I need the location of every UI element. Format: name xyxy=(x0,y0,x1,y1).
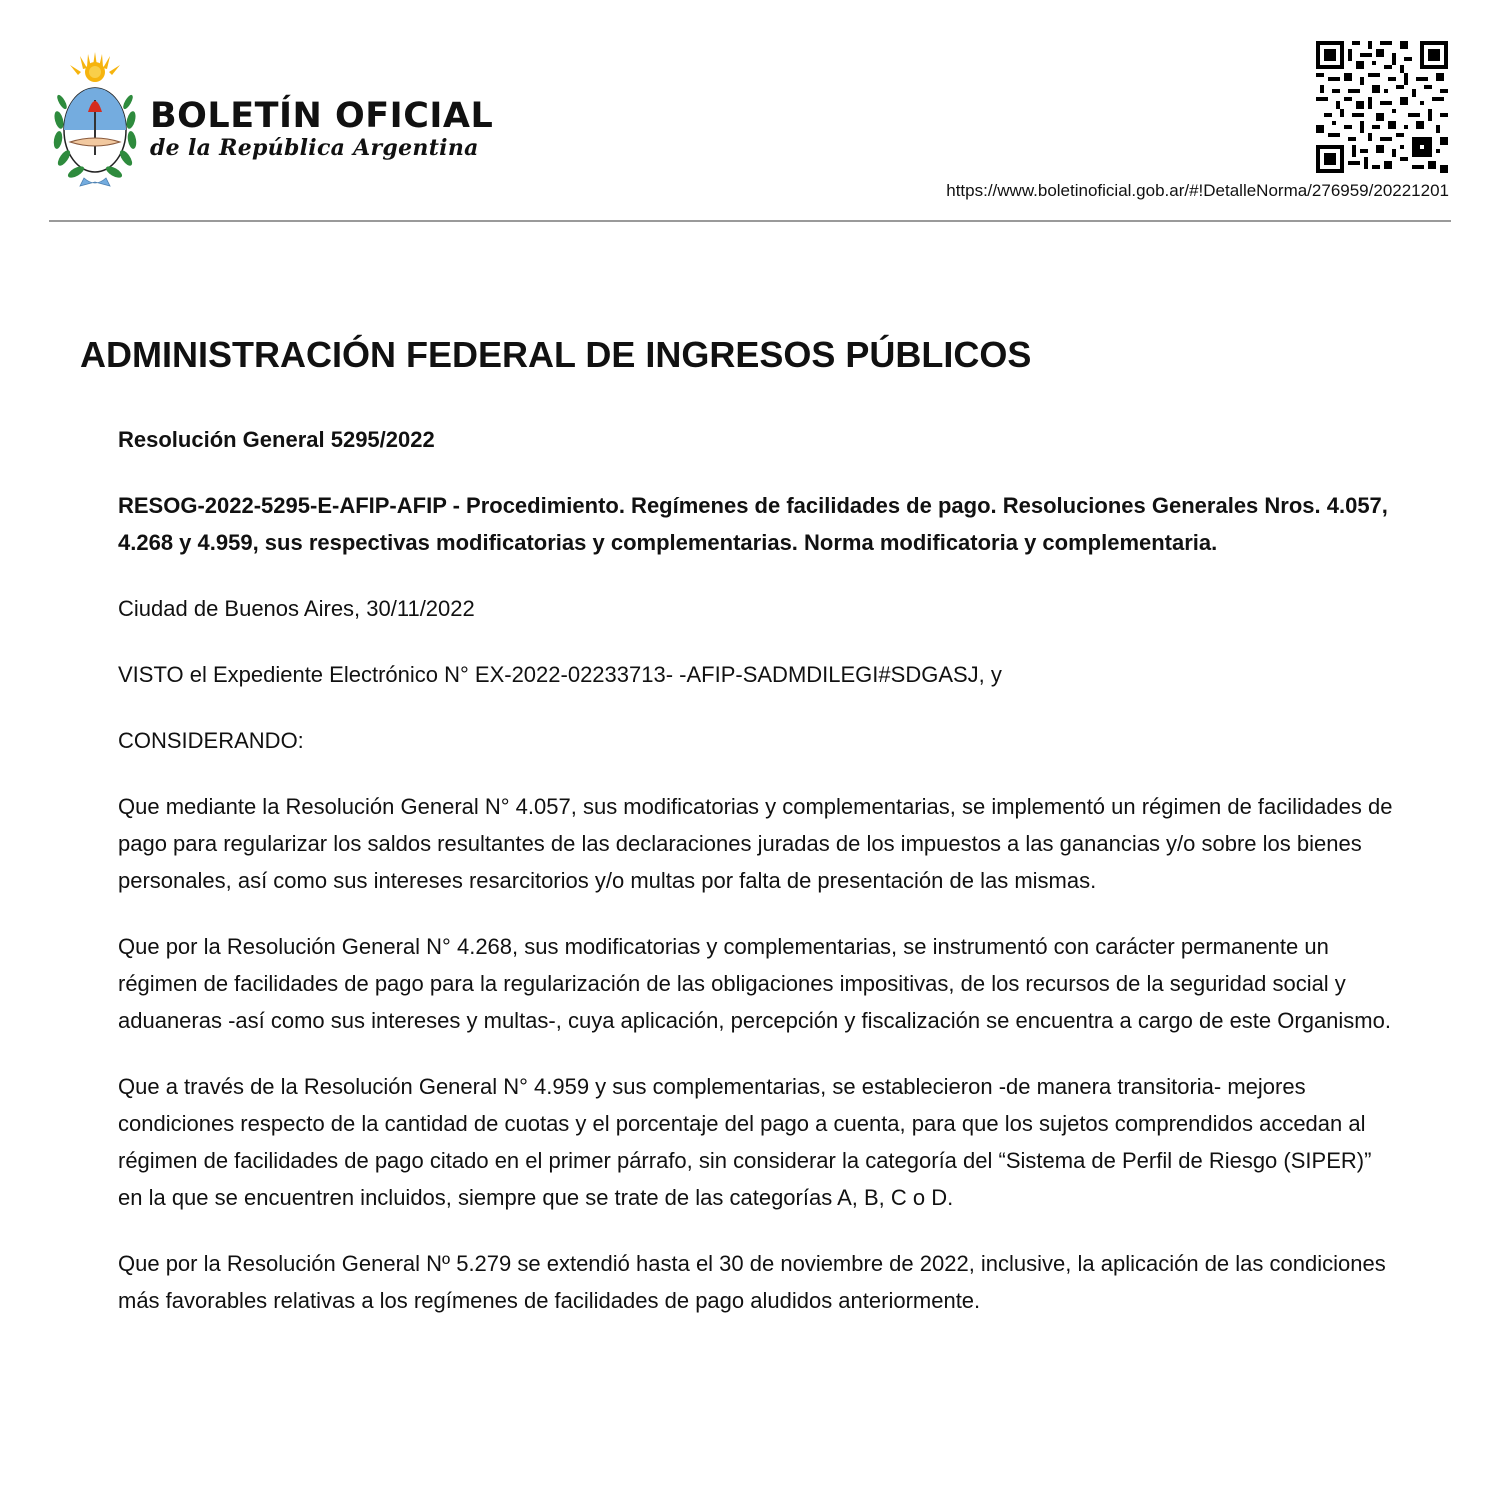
considerando-heading: CONSIDERANDO: xyxy=(118,728,304,753)
considerando-paragraph: Que mediante la Resolución General N° 4.057, sus modificatorias y complementarias, se implementó un régimen de facilidades de pago para regularizar los saldos resultantes de las declaraciones juradas de los impuestos a las ganancias y/o sobre los bienes personales, así como sus intereses resarcitorios y/o multas por falta de presentación de las mismas. xyxy=(118,794,1393,893)
considerando-paragraph: Que por la Resolución General N° 4.268, sus modificatorias y complementarias, se instrumentó con carácter permanente un régimen de facilidades de pago para la regularización de las obligaciones impositivas, de los recursos de la seguridad social y aduaneras -así como sus intereses y multas-, cuya aplicación, percepción y fiscalización se encuentra a cargo de este Organismo. xyxy=(118,934,1391,1033)
resolution-summary: RESOG-2022-5295-E-AFIP-AFIP - Procedimiento. Regímenes de facilidades de pago. Resoluciones Generales Nros. 4.057, 4.268 y 4.959, sus respectivas modificatorias y complementarias. Norma modificatoria y complementaria. xyxy=(118,493,1388,555)
header-divider xyxy=(49,220,1451,222)
place-date: Ciudad de Buenos Aires, 30/11/2022 xyxy=(118,596,475,621)
considerando-paragraph: Que a través de la Resolución General N° 4.959 y sus complementarias, se establecieron -de manera transitoria- mejores condiciones respecto de la cantidad de cuotas y el porcentaje del pago a cuenta, para que los sujetos comprendidos accedan al régimen de facilidades de pago citado en el primer párrafo, sin considerar la categoría del “Sistema de Perfil de Riesgo (SIPER)” en la que se encuentren incluidos, siempre que se trate de las categorías A, B, C o D. xyxy=(118,1074,1372,1210)
resolution-number: Resolución General 5295/2022 xyxy=(118,427,435,452)
logo-title: BOLETÍN OFICIAL xyxy=(150,96,494,136)
visto-paragraph: VISTO el Expediente Electrónico N° EX-2022-02233713- -AFIP-SADMDILEGI#SDGASJ, y xyxy=(118,662,1002,687)
logo-subtitle: de la República Argentina xyxy=(150,135,479,161)
document-body xyxy=(118,421,1398,1348)
argentina-coat-of-arms-icon xyxy=(50,50,140,190)
document-header xyxy=(0,0,1500,222)
organism-title: ADMINISTRACIÓN FEDERAL DE INGRESOS PÚBLICOS xyxy=(80,334,1032,375)
document-url[interactable]: https://www.boletinoficial.gob.ar/#!DetalleNorma/276959/20221201 xyxy=(946,181,1449,200)
boletin-logo xyxy=(150,96,493,162)
considerando-paragraph: Que por la Resolución General Nº 5.279 se extendió hasta el 30 de noviembre de 2022, inclusive, la aplicación de las condiciones más favorables relativas a los regímenes de facilidades de pago aludidos anteriormente. xyxy=(118,1251,1386,1313)
qr-code-icon xyxy=(1316,41,1448,173)
